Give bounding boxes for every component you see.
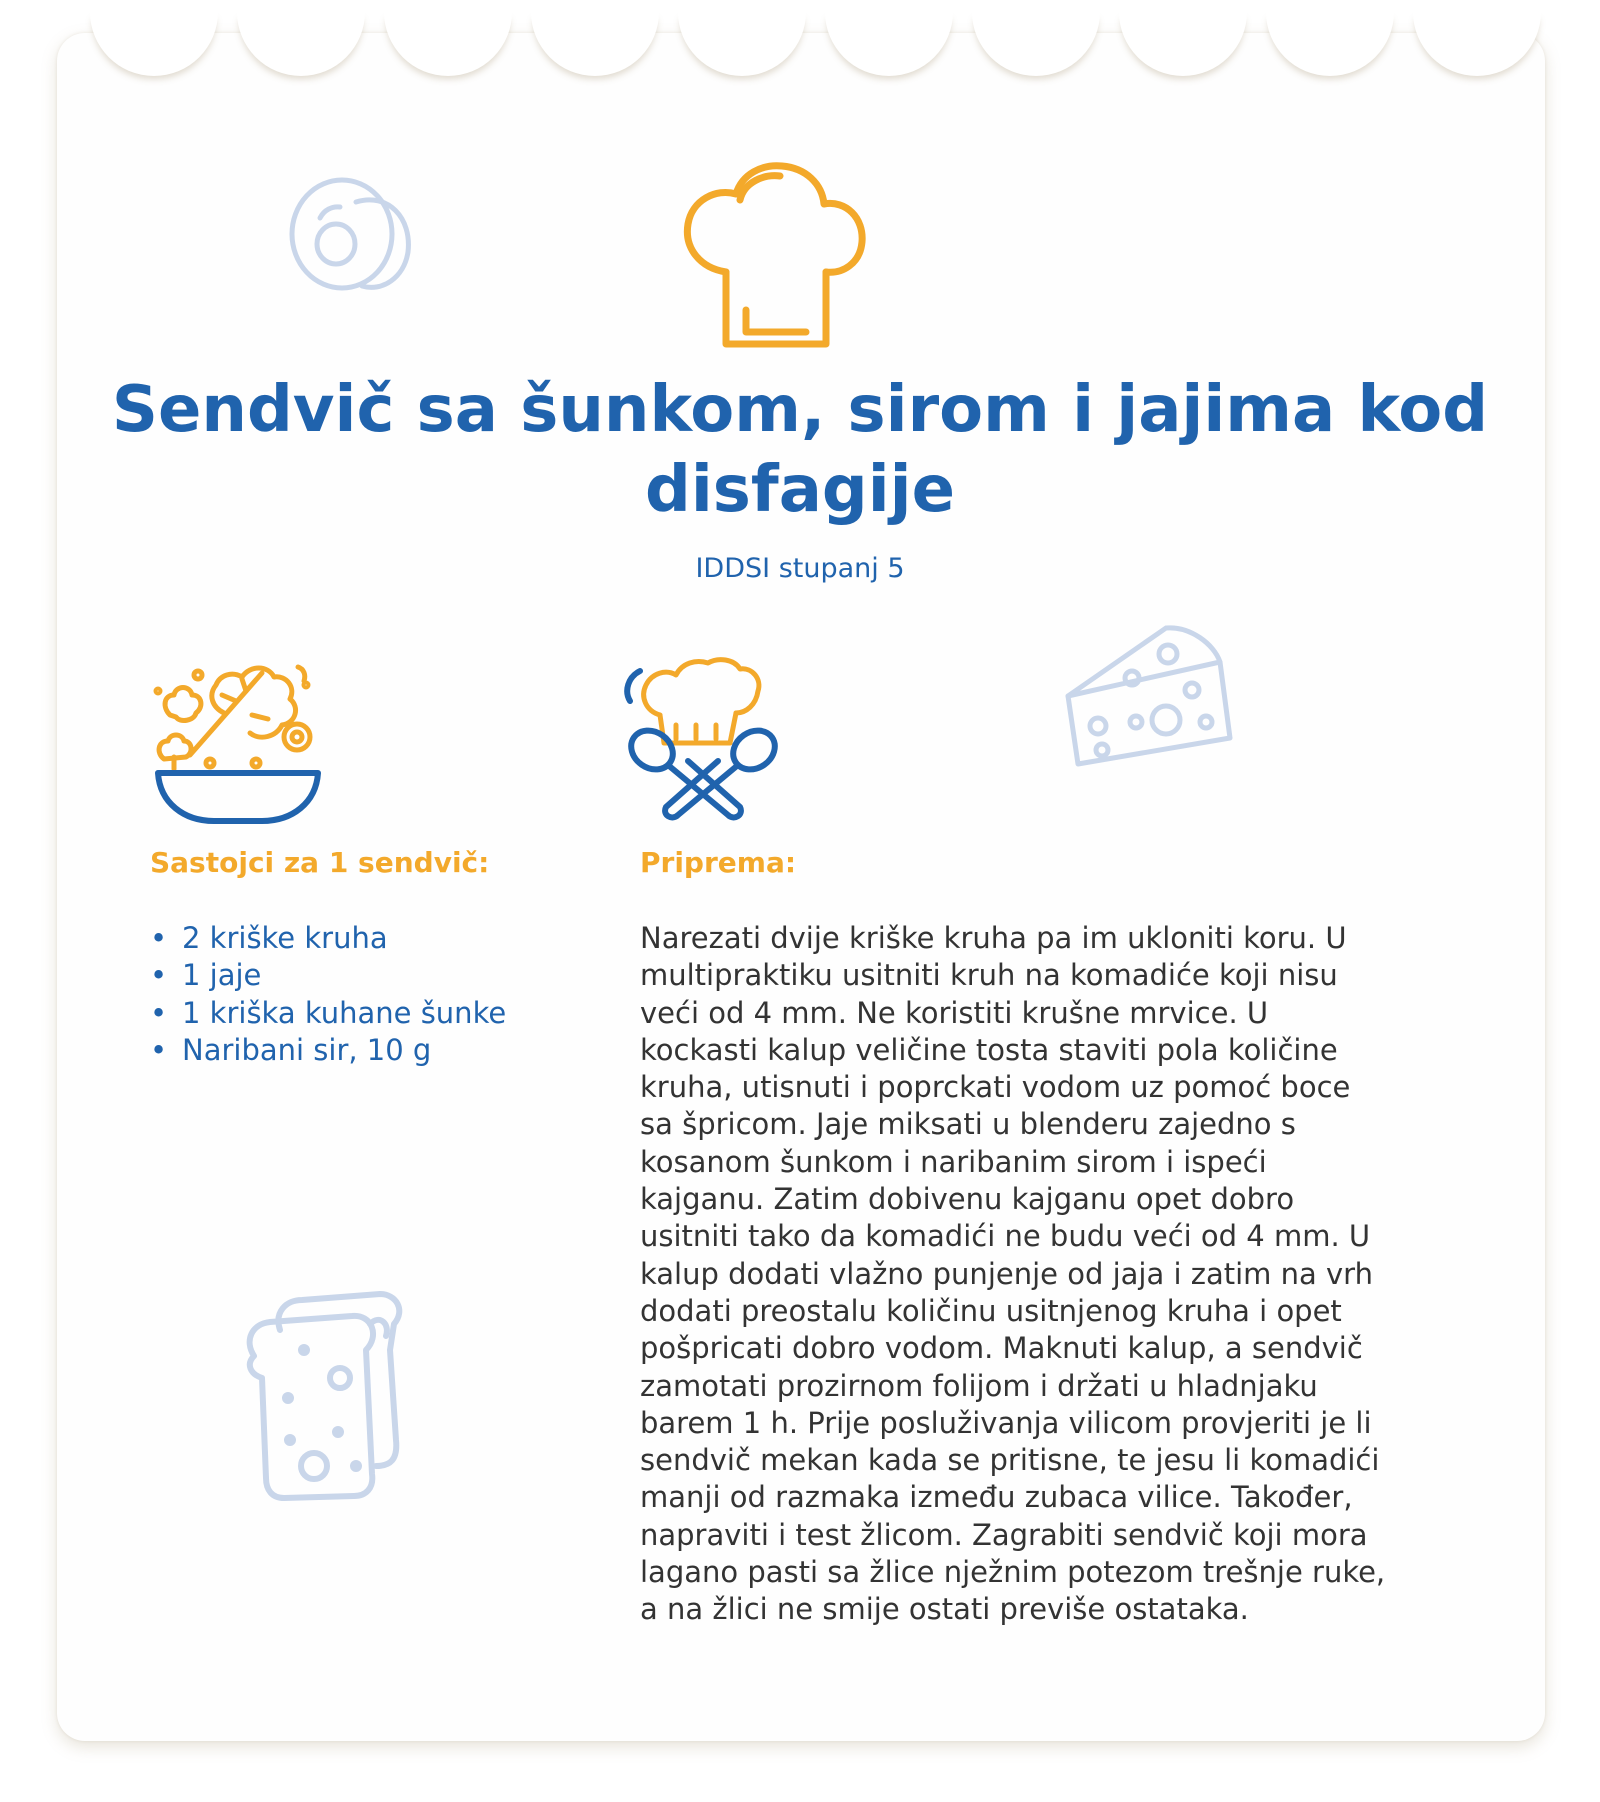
ingredient-text: 2 kriške kruha [182, 921, 388, 955]
bullet-marker: • [150, 958, 168, 993]
ingredients-heading: Sastojci za 1 sendvič: [150, 846, 490, 879]
list-item [150, 957, 610, 994]
list-item [150, 995, 610, 1032]
salad-bowl-icon [150, 655, 325, 825]
ingredient-text: 1 jaje [182, 958, 262, 993]
scalloped-top-edge [0, 0, 1600, 80]
boiled-egg-icon [284, 170, 419, 295]
ingredient-text: 1 kriška kuhane šunke [182, 995, 507, 1030]
bullet-marker: • [150, 1032, 168, 1067]
iddsi-level: IDDSI stupanj 5 [695, 553, 905, 584]
bullet-marker: • [150, 995, 168, 1030]
bullet-marker: • [150, 921, 168, 955]
chef-hat-spoons-icon [618, 655, 788, 830]
cheese-icon [1058, 618, 1238, 778]
ingredients-list [150, 920, 610, 1069]
ingredient-text: Naribani sir, 10 g [182, 1032, 432, 1067]
bread-slices-icon [240, 1290, 415, 1505]
chef-hat-icon [676, 160, 876, 360]
preparation-heading: Priprema: [640, 846, 797, 879]
preparation-text: Narezati dvije kriške kruha pa im ukloniti koru. U multipraktiku usitniti kruh na komadiće koji nisu veći od 4 mm. Ne koristiti krušne mrvice. U kockasti kalup veličine tosta staviti pola količine kruha, utisnuti i poprckati vodom uz pomoć boce sa špricom. Jaje miksati u blenderu zajedno s kosanom šunkom i naribanim sirom i ispeći kajganu. Zatim dobivenu kajganu opet dobro usitniti tako da komadići ne budu veći od 4 mm. U kalup dodati vlažno punjenje od jaja i zatim na vrh dodati preostalu količinu usitnjenog kruha i opet pošpricati dobro vodom. Maknuti kalup, a sendvič zamotati prozirnom folijom i držati u hladnjaku barem 1 h. Prije posluživanja vilicom provjeriti je li sendvič mekan kada se pritisne, te jesu li komadići manji od razmaka između zubaca vilice. Također, napraviti i test žlicom. Zagrabiti sendvič koji mora lagano pasti sa žlice nježnim potezom trešnje ruke, a na žlici ne smije ostati previše ostataka. [640, 921, 1386, 1627]
list-item [150, 920, 610, 957]
recipe-title: Sendvič sa šunkom, sirom i jajima kod disfagije [111, 373, 1489, 527]
list-item [150, 1032, 610, 1069]
